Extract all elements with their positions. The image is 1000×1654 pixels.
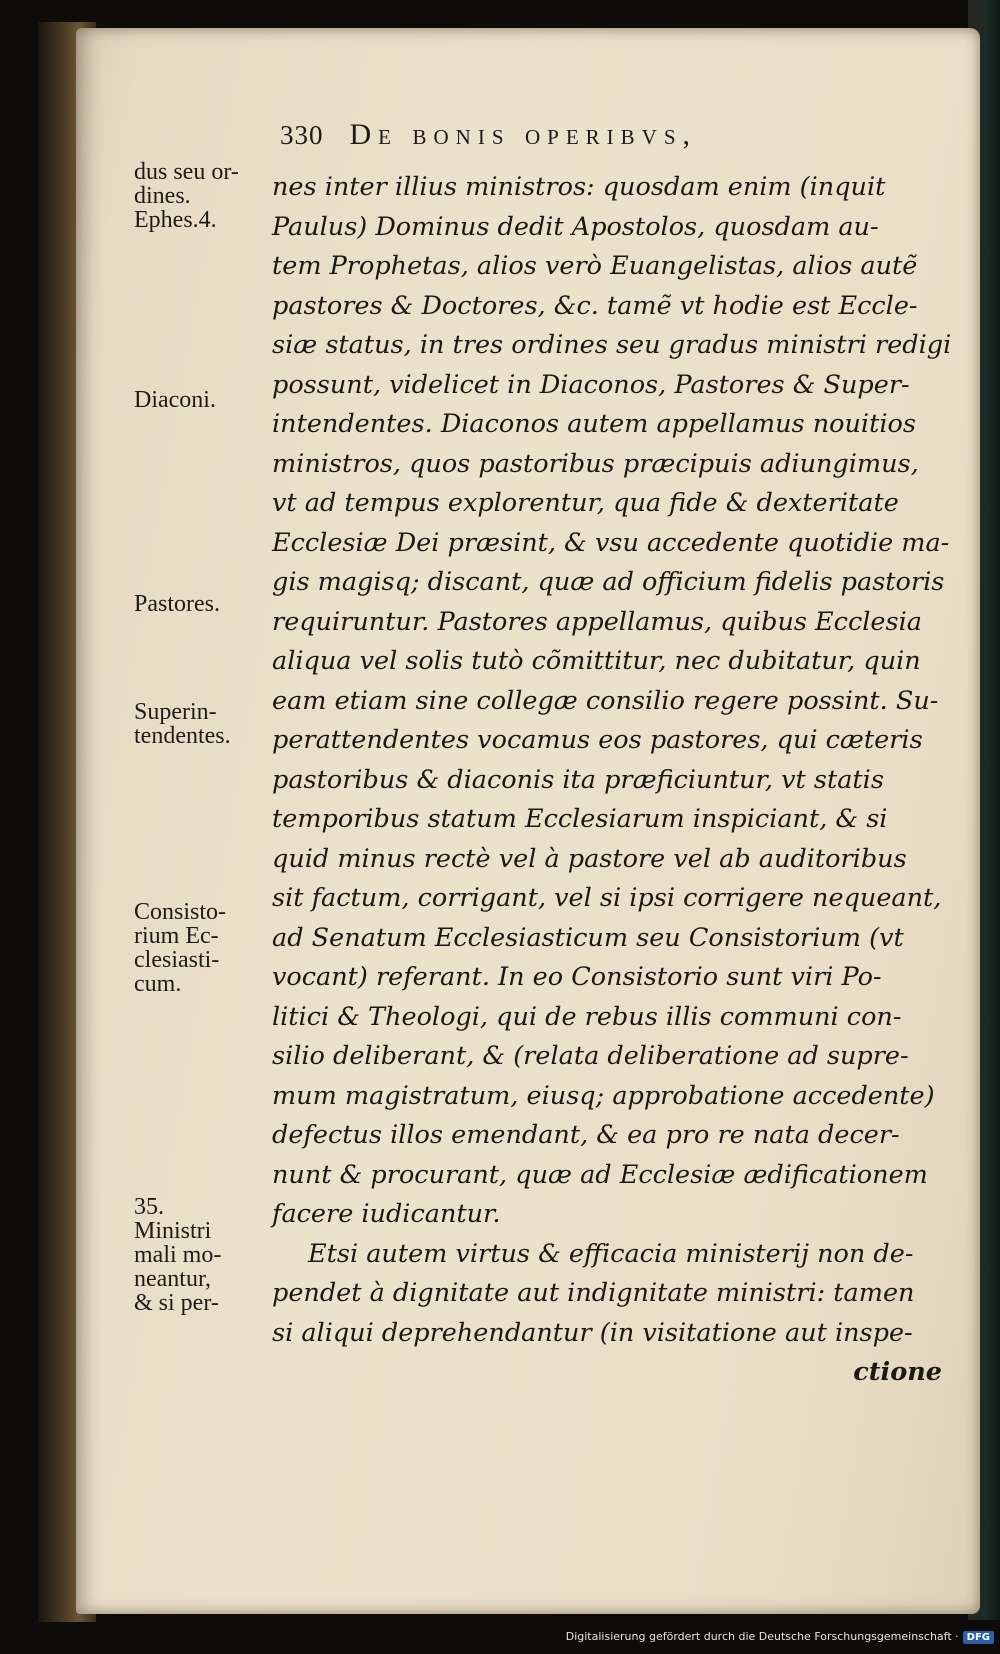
text-line: si aliqui deprehendantur (in visitatione aut inspe- (272, 1317, 913, 1348)
text-line: aliqua vel solis tutò cõmittitur, nec dubitatur, quin (272, 646, 921, 676)
text-line: facere iudicantur. (272, 1199, 501, 1229)
text-line: nes inter illius ministros: quosdam enim (inquit (272, 172, 886, 202)
text-line: siæ status, in tres ordines seu gradus ministri redigi (272, 330, 952, 360)
text-line: Etsi autem virtus & efficacia ministerij non de- (308, 1238, 914, 1269)
text-line: eam etiam sine collegæ consilio regere possint. Su- (272, 685, 939, 716)
text-line: ad Senatum Ecclesiasticum seu Consistorium (vt (272, 922, 904, 953)
credit-text: Digitalisierung gefördert durch die Deutsche Forschungsgemeinschaft · (565, 1630, 959, 1643)
text-line: pastores & Doctores, &c. tamẽ vt hodie est Eccle- (272, 290, 918, 321)
text-line: pendet à dignitate aut indignitate ministri: tamen (272, 1278, 915, 1308)
dfg-logo: DFG (963, 1631, 994, 1644)
margin-note-superintendentes: Superin- tendentes. (134, 699, 231, 749)
running-head (280, 118, 920, 152)
margin-note-consistorium: Consisto- rium Ec- clesiasti- cum. (134, 899, 227, 997)
text-line: vocant) referant. In eo Consistorio sunt viri Po- (272, 962, 882, 992)
margin-note-ministri: 35. Ministri mali mo- neantur, & si per- (134, 1194, 222, 1316)
text-line: temporibus statum Ecclesiarum inspiciant, & si (272, 804, 888, 834)
margin-note-ordines: dus seu or- dines. Ephes.4. (134, 159, 239, 233)
margin-note-diaconi: Diaconi. (134, 387, 216, 413)
text-line: perattendentes vocamus eos pastores, qui cæteris (272, 725, 923, 755)
text-line: litici & Theologi, qui de rebus illis communi con- (272, 1001, 902, 1032)
page-number: 330 (280, 120, 324, 150)
text-line: Ecclesiæ Dei præsint, & vsu accedente quotidie ma- (272, 527, 950, 558)
catchword: ctione (853, 1357, 942, 1387)
text-line: requiruntur. Pastores appellamus, quibus Ecclesia (272, 606, 922, 637)
text-line: vt ad tempus explorentur, qua fide & dexteritate (272, 488, 899, 518)
text-line: nunt & procurant, quæ ad Ecclesiæ ædificationem (272, 1159, 928, 1190)
margin-note-pastores: Pastores. (134, 591, 220, 617)
text-line: quid minus rectè vel à pastore vel ab auditoribus (272, 843, 907, 874)
text-line: possunt, videlicet in Diaconos, Pastores & Super- (272, 369, 910, 400)
text-line: tem Prophetas, alios verò Euangelistas, alios autẽ (272, 251, 918, 281)
text-line: sit factum, corrigant, vel si ipsi corrigere nequeant, (272, 883, 942, 913)
text-line: ministros, quos pastoribus præcipuis adiungimus, (272, 448, 919, 479)
text-line: silio deliberant, & (relata deliberatione ad supre- (272, 1041, 909, 1071)
text-line: Paulus) Dominus dedit Apostolos, quosdam au- (272, 211, 879, 242)
text-line: gis magisq; discant, quæ ad officium fidelis pastoris (272, 567, 945, 597)
digitization-credit (566, 1630, 994, 1644)
text-line: intendentes. Diaconos autem appellamus nouitios (272, 409, 916, 439)
text-line: defectus illos emendant, & ea pro re nata decer- (272, 1120, 900, 1150)
running-title: De bonis operibvs, (349, 118, 698, 151)
text-line: pastoribus & diaconis ita præficiuntur, vt statis (272, 764, 884, 795)
main-text (272, 168, 952, 1393)
text-line: mum magistratum, eiusq; approbatione accedente) (272, 1080, 935, 1111)
